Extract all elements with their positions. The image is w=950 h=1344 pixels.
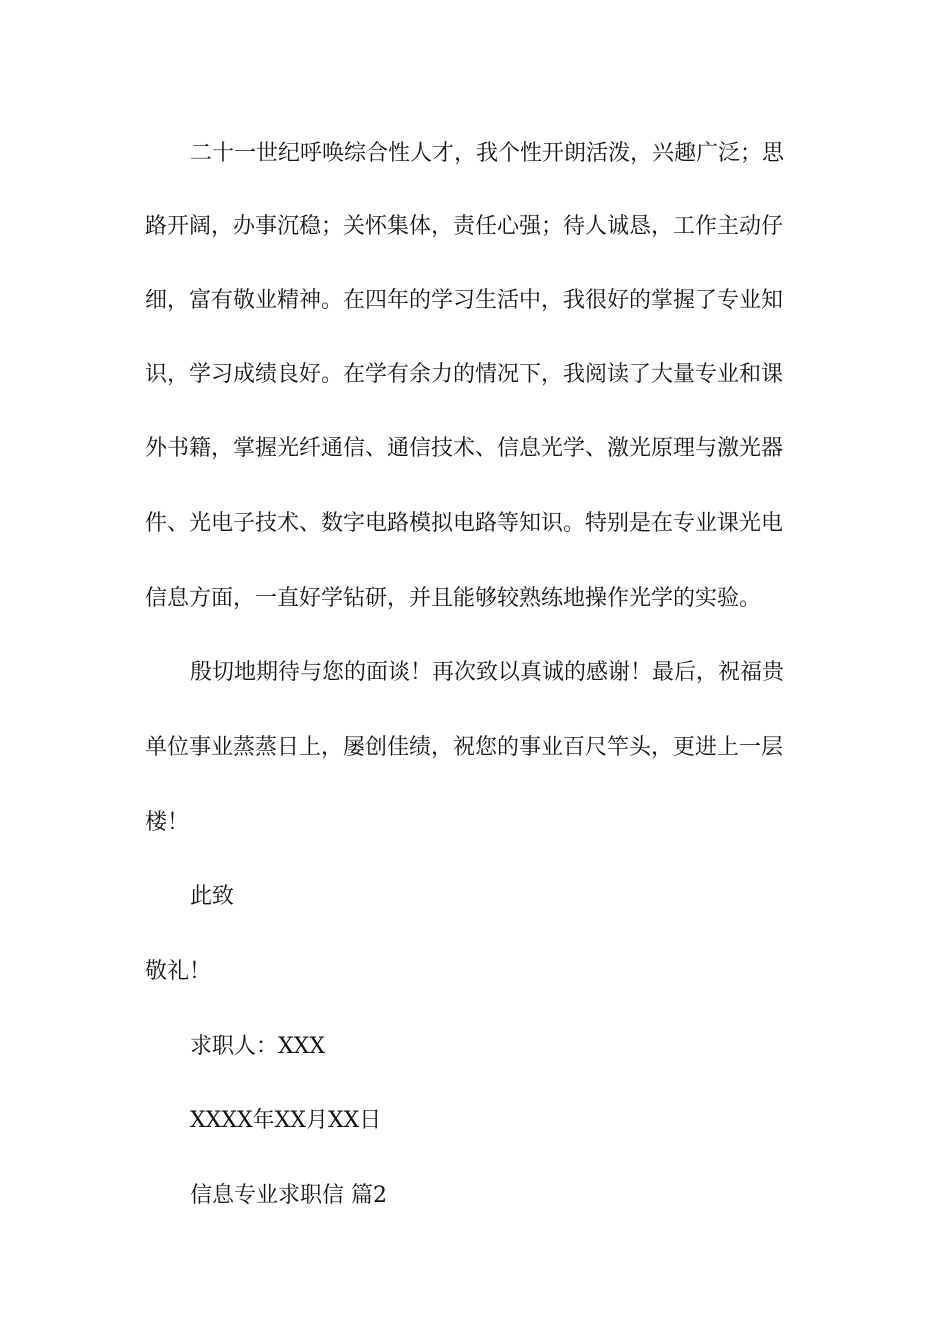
closing-salutation: 此致 — [190, 884, 235, 909]
paragraph-1-line-3: 细，富有敬业精神。在四年的学习生活中，我很好的掌握了专业知 — [145, 288, 784, 313]
applicant-signature: 求职人：XXX — [190, 1034, 325, 1059]
paragraph-2-line-2: 单位事业蒸蒸日上，屡创佳绩，祝您的事业百尺竿头，更进上一层 — [145, 735, 784, 760]
closing-regards: 敬礼！ — [145, 959, 212, 984]
paragraph-1-line-2: 路开阔，办事沉稳；关怀集体，责任心强；待人诚恳，工作主动仔 — [145, 214, 784, 239]
next-section-title: 信息专业求职信 篇2 — [190, 1183, 387, 1208]
letter-date: XXXX年XX月XX日 — [190, 1108, 382, 1133]
paragraph-1-line-7: 信息方面，一直好学钻研，并且能够较熟练地操作光学的实验。 — [145, 586, 762, 611]
paragraph-1-line-5: 外书籍，掌握光纤通信、通信技术、信息光学、激光原理与激光器 — [145, 436, 784, 461]
paragraph-1-line-6: 件、光电子技术、数字电路模拟电路等知识。特别是在专业课光电 — [145, 511, 784, 536]
paragraph-2-line-3: 楼！ — [145, 810, 190, 835]
paragraph-1-line-1: 二十一世纪呼唤综合性人才，我个性开朗活泼，兴趣广泛；思 — [190, 141, 785, 166]
paragraph-1-line-4: 识，学习成绩良好。在学有余力的情况下，我阅读了大量专业和课 — [145, 362, 784, 387]
paragraph-2-line-1: 殷切地期待与您的面谈！再次致以真诚的感谢！最后，祝福贵 — [190, 660, 785, 685]
